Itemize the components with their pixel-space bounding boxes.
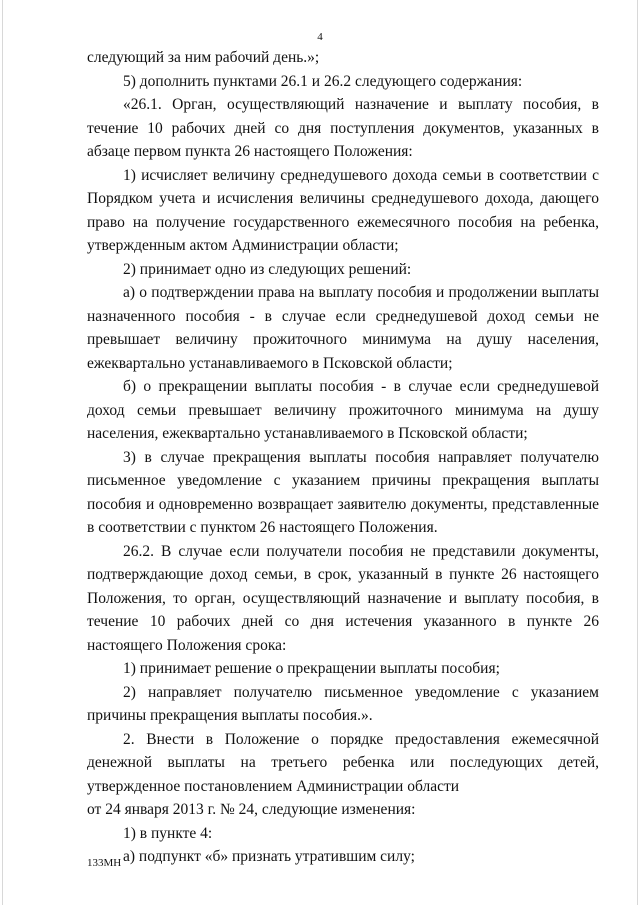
document-code: 133МН	[87, 857, 122, 869]
paragraph-section-2-date: от 24 января 2013 г. № 24, следующие изменения:	[87, 801, 416, 818]
paragraph-26-1-item-1: 1) исчисляет величину среднедушевого дохода семьи в соответствии с Порядком учета и исчисления величины среднедушевого дохода, дающего право на получение государственного ежемесячного пособия на ребенка, утвержденным актом Администрации области;	[87, 166, 599, 254]
paragraph-26-2-item-1: 1) принимает решение о прекращении выплаты пособия;	[123, 660, 500, 677]
paragraph-26-1-item-2: 2) принимает одно из следующих решений:	[123, 260, 412, 278]
paragraph-26-1-item-3: 3) в случае прекращения выплаты пособия направляет получателю письменное уведомление с указанием причины прекращения выплаты пособия и одновременно возвращает заявителю документы, представленные в соответствии с пунктом 26 настоящего Положения.	[87, 448, 599, 536]
paragraph-section-2-item-1: 1) в пункте 4:	[123, 824, 213, 842]
paragraph-26-1: «26.1. Орган, осуществляющий назначение и выплату пособия, в течение 10 рабочих дней со дня поступления документов, указанных в абзаце первом пункта 26 настоящего Положения:	[87, 96, 599, 160]
paragraph-26-2: 26.2. В случае если получатели пособия не представили документы, подтверждающие доход семьи, в срок, указанный в пункте 26 настоящего Положения, то орган, осуществляющий назначение и выплату пособия, в течение 10 рабочих дней со дня истечения указанного в пункте 26 настоящего Положения срока:	[87, 542, 599, 654]
paragraph-item-5: 5) дополнить пунктами 26.1 и 26.2 следующего содержания:	[123, 72, 523, 90]
page-number: 4	[317, 31, 323, 43]
scan-edge-left	[2, 0, 3, 905]
document-body	[87, 46, 599, 869]
paragraph-section-2-item-1a: а) подпункт «б» признать утратившим силу;	[123, 848, 415, 865]
paragraph-section-2: 2. Внести в Положение о порядке предоставления ежемесячной денежной выплаты на третьего ребенка или последующих детей, утвержденное постановлением Администрации области	[87, 730, 599, 795]
paragraph-26-2-item-2: 2) направляет получателю письменное уведомление с указанием причины прекращения выплаты пособия.».	[87, 683, 599, 724]
paragraph-26-1-item-2a: а) о подтверждении права на выплату пособия и продолжении выплаты назначенного пособия - в случае если среднедушевой доход семьи не превышает величину прожиточного минимума на душу населения, ежеквартально устанавливаемого в Псковской области;	[87, 284, 599, 372]
paragraph-continuation: следующий за ним рабочий день.»;	[87, 49, 320, 66]
paragraph-26-1-item-2b: б) о прекращении выплаты пособия - в случае если среднедушевой доход семьи превышает величину прожиточного минимума на душу населения, ежеквартально устанавливаемого в Псковской области;	[87, 378, 599, 442]
scan-edge-right	[637, 0, 638, 905]
